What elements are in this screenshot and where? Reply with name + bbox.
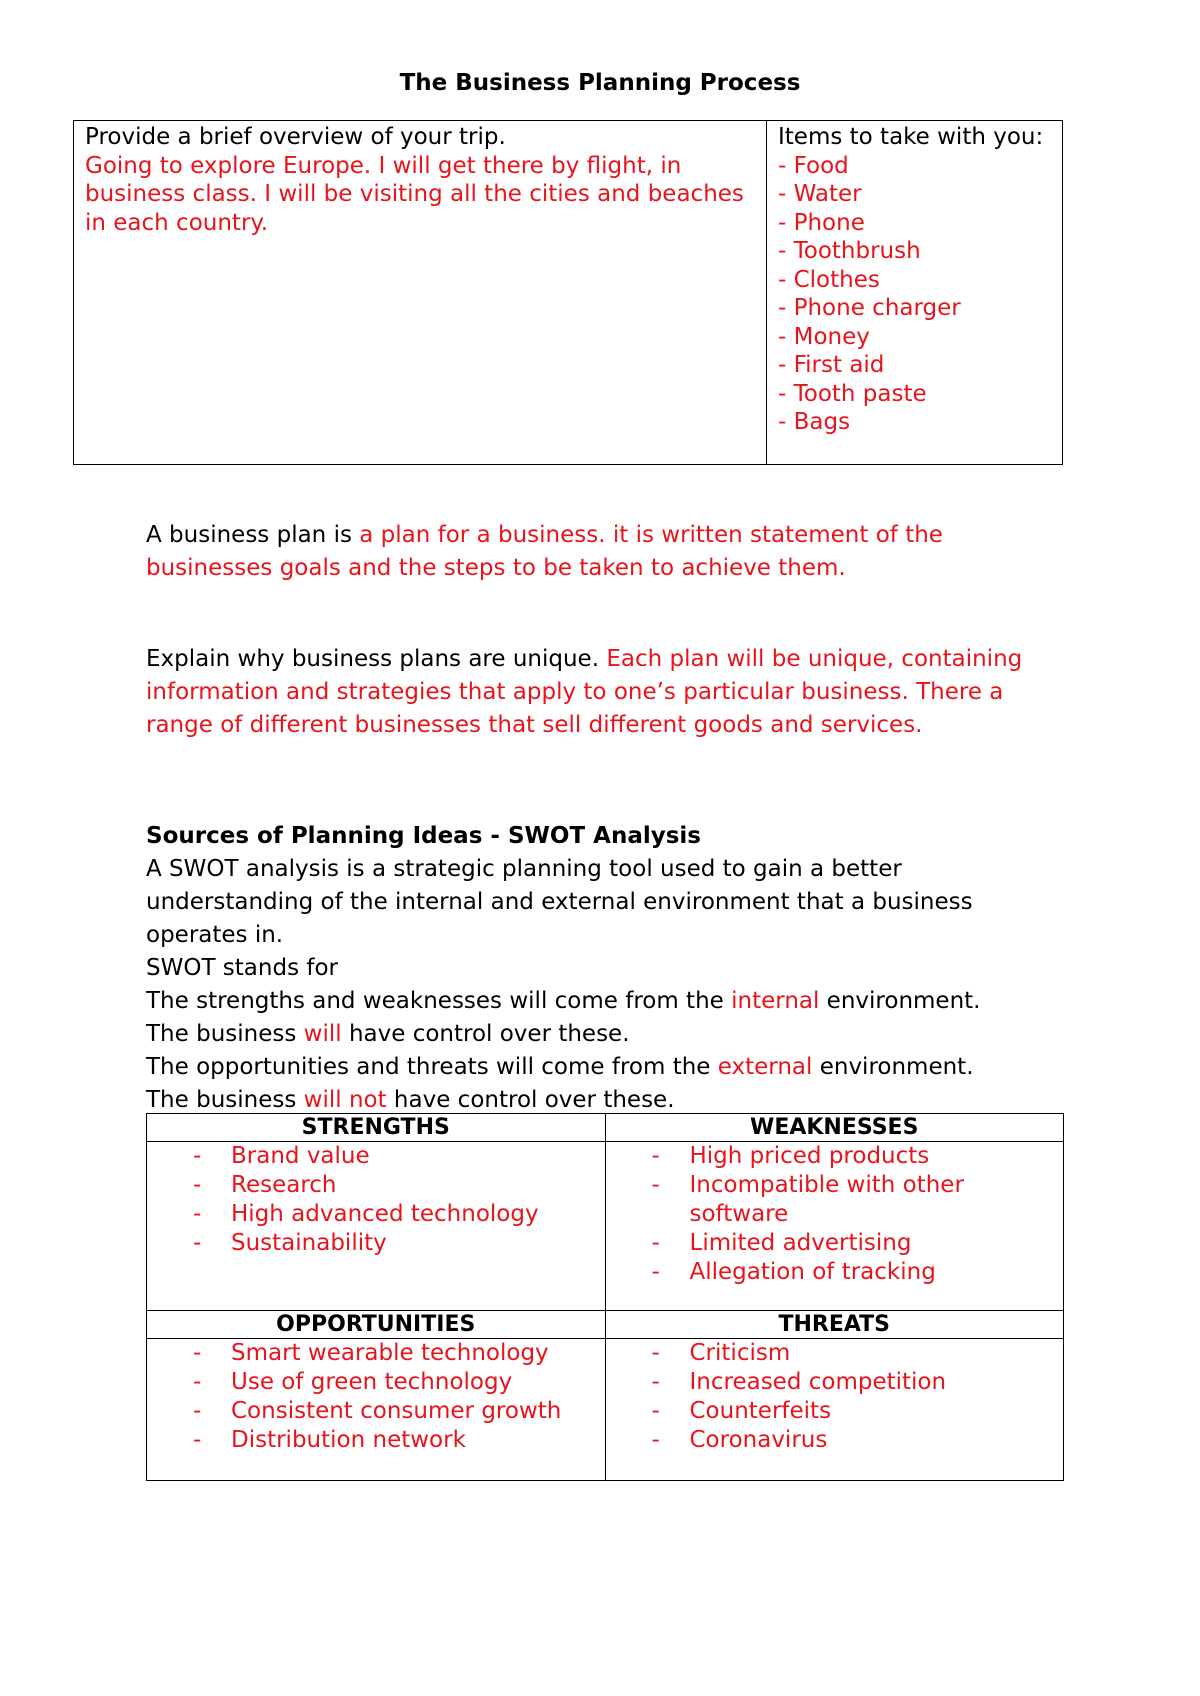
item-text: High priced products: [689, 1143, 930, 1169]
list-item: - First aid: [778, 352, 885, 378]
dash: -: [193, 1398, 202, 1424]
list-item: - Phone: [778, 209, 865, 236]
swot-line-text: The business: [146, 1087, 304, 1113]
list-item: [193, 1397, 605, 1426]
weaknesses-cell: [605, 1142, 1064, 1311]
swot-line-text: have control over these.: [341, 1021, 630, 1047]
list-item: - Food: [778, 152, 849, 179]
item-text: Counterfeits: [689, 1398, 832, 1424]
swot-table: [146, 1113, 1064, 1481]
swot-intro: A SWOT analysis is a strategic planning tool used to gain a better understanding of the internal and external environment that a business operates in.: [146, 856, 973, 948]
dash: -: [651, 1172, 660, 1198]
list-item: [652, 1339, 1064, 1368]
list-item: [193, 1171, 605, 1200]
trip-table: [73, 120, 1063, 465]
item-text: Smart wearable technology: [231, 1340, 549, 1366]
unique-paragraph: [146, 643, 1046, 742]
dash: -: [651, 1259, 660, 1285]
item-text: Coronavirus: [689, 1427, 828, 1453]
items-list: [778, 152, 1051, 437]
trip-answer: Going to explore Europe. I will get there by flight, in business class. I will be visiting all the cities and beaches in each country.: [85, 152, 744, 236]
list-item: - Phone charger: [778, 295, 961, 321]
opportunities-header: OPPORTUNITIES: [147, 1311, 606, 1339]
item-text: High advanced technology: [231, 1201, 539, 1227]
list-item: [652, 1258, 1064, 1287]
will-word: will: [303, 1021, 342, 1047]
unique-prompt: Explain why business plans are unique.: [146, 646, 607, 672]
strengths-cell: [147, 1142, 606, 1311]
item-text: Research: [231, 1172, 337, 1198]
item-text: Use of green technology: [231, 1369, 513, 1395]
item-text: Criticism: [689, 1340, 791, 1366]
dash: -: [193, 1143, 202, 1169]
dash: -: [651, 1398, 660, 1424]
dash: -: [651, 1340, 660, 1366]
threats-header: THREATS: [605, 1311, 1064, 1339]
item-text: Consistent consumer growth: [231, 1398, 562, 1424]
swot-line-text: environment.: [812, 1054, 974, 1080]
business-plan-paragraph: [146, 519, 1046, 585]
list-item: [652, 1171, 1064, 1229]
dash: -: [651, 1369, 660, 1395]
item-text: Incompatible with other software: [689, 1172, 964, 1227]
swot-stands-for: SWOT stands for: [146, 955, 338, 981]
will-not-word: will not: [303, 1087, 387, 1113]
dash: -: [193, 1230, 202, 1256]
threats-cell: [605, 1339, 1064, 1481]
list-item: [652, 1229, 1064, 1258]
weaknesses-header: WEAKNESSES: [605, 1114, 1064, 1142]
trip-overview-cell: [74, 121, 767, 465]
dash: -: [651, 1143, 660, 1169]
swot-heading: Sources of Planning Ideas - SWOT Analysis: [146, 823, 701, 849]
page-title: The Business Planning Process: [399, 70, 801, 96]
swot-line-text: The strengths and weaknesses will come from the: [146, 988, 732, 1014]
swot-line-text: The opportunities and threats will come from the: [146, 1054, 718, 1080]
dash: -: [193, 1427, 202, 1453]
item-text: Sustainability: [231, 1230, 387, 1256]
item-text: Increased competition: [689, 1369, 947, 1395]
list-item: - Bags: [778, 409, 851, 435]
business-plan-answer: a plan for a business. it is written statement of the businesses goals and the steps to be taken to achieve them.: [146, 522, 943, 581]
list-item: [652, 1397, 1064, 1426]
item-text: Limited advertising: [689, 1230, 912, 1256]
dash: -: [193, 1172, 202, 1198]
dash: -: [193, 1340, 202, 1366]
list-item: [652, 1368, 1064, 1397]
list-item: [193, 1229, 605, 1258]
list-item: - Water: [778, 181, 862, 207]
trip-items-cell: [767, 121, 1063, 465]
dash: -: [651, 1230, 660, 1256]
items-heading: Items to take with you:: [778, 124, 1044, 150]
list-item: [193, 1368, 605, 1397]
list-item: [193, 1142, 605, 1171]
business-plan-prompt: A business plan is: [146, 522, 360, 548]
list-item: - Money: [778, 323, 870, 350]
list-item: [652, 1142, 1064, 1171]
list-item: [652, 1426, 1064, 1455]
unique-answer: Each plan will be unique, containing information and strategies that apply to one’s particular business. There a range of different businesses that sell different goods and services.: [146, 646, 1023, 738]
dash: -: [193, 1201, 202, 1227]
strengths-header: STRENGTHS: [147, 1114, 606, 1142]
swot-section: [146, 820, 1046, 1117]
swot-line-text: have control over these.: [386, 1087, 675, 1113]
trip-prompt: Provide a brief overview of your trip.: [85, 124, 506, 150]
list-item: [193, 1200, 605, 1229]
list-item: [193, 1426, 605, 1455]
list-item: - Tooth paste: [778, 380, 927, 407]
item-text: Allegation of tracking: [689, 1259, 936, 1285]
dash: -: [193, 1369, 202, 1395]
item-text: Distribution network: [231, 1427, 466, 1453]
swot-line-text: The business: [146, 1021, 304, 1047]
dash: -: [651, 1427, 660, 1453]
internal-word: internal: [731, 988, 820, 1014]
list-item: - Clothes: [778, 266, 880, 293]
list-item: - Toothbrush: [778, 238, 921, 264]
external-word: external: [717, 1054, 813, 1080]
item-text: Brand value: [231, 1143, 370, 1169]
opportunities-cell: [147, 1339, 606, 1481]
list-item: [193, 1339, 605, 1368]
swot-line-text: environment.: [819, 988, 981, 1014]
